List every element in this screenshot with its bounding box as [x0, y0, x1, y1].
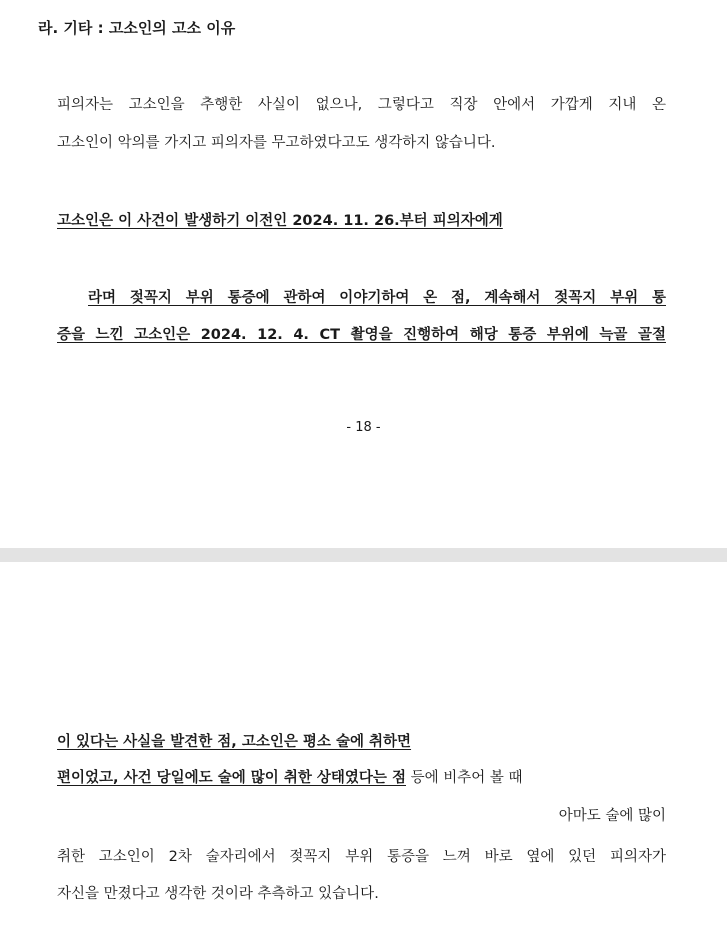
underlined-paragraph-line: 증을 느낀 고소인은 2024. 12. 4. CT 촬영을 진행하여 해당 통증 부위에 늑골 골절	[57, 327, 666, 343]
document-page-19	[0, 562, 727, 940]
underlined-text: 편이었고, 사건 당일에도 술에 많이 취한 상태였다는 점	[57, 770, 406, 786]
paragraph-line	[57, 768, 523, 788]
paragraph-line: 자신을 만졌다고 생각한 것이라 추측하고 있습니다.	[57, 886, 379, 902]
underlined-paragraph-line: 고소인은 이 사건이 발생하기 이전인 2024. 11. 26.부터 피의자에게	[57, 213, 503, 229]
paragraph-line: 취한 고소인이 2차 술자리에서 젖꼭지 부위 통증을 느껴 바로 옆에 있던 피의자가	[57, 849, 666, 865]
page-separator	[0, 548, 727, 562]
paragraph-line: 아마도 술에 많이	[558, 808, 666, 824]
underlined-paragraph-line: 라며 젖꼭지 부위 통증에 관하여 이야기하여 온 점, 계속해서 젖꼭지 부위 통	[88, 290, 666, 306]
underlined-paragraph-line: 이 있다는 사실을 발견한 점, 고소인은 평소 술에 취하면	[57, 734, 412, 750]
page-number: - 18 -	[346, 420, 381, 435]
paragraph-text: 등에 비추어 볼 때	[406, 770, 523, 786]
paragraph-line: 피의자는 고소인을 추행한 사실이 없으나, 그렇다고 직장 안에서 가깝게 지내 온	[57, 97, 666, 113]
section-heading: 라. 기타 : 고소인의 고소 이유	[38, 19, 236, 37]
paragraph-line: 고소인이 악의를 가지고 피의자를 무고하였다고도 생각하지 않습니다.	[57, 135, 496, 151]
